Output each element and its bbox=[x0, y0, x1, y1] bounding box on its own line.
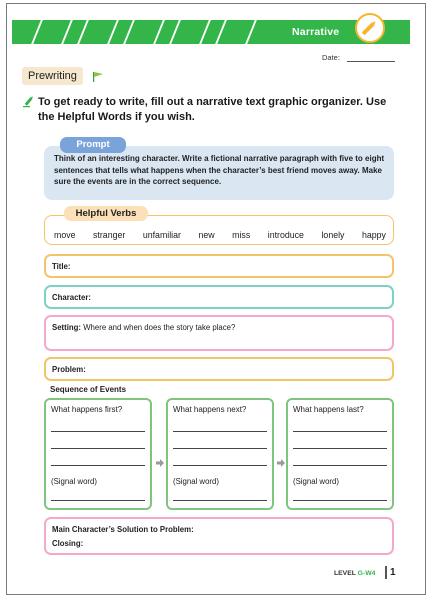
event-question: What happens last? bbox=[293, 405, 364, 414]
verb-word: unfamiliar bbox=[142, 230, 181, 240]
event-box-first[interactable] bbox=[44, 398, 152, 510]
prompt-title: Prompt bbox=[60, 137, 126, 153]
arrow-right-icon bbox=[155, 455, 165, 465]
page-number: 1 bbox=[390, 567, 396, 578]
flag-icon bbox=[92, 70, 104, 88]
verb-word: move bbox=[54, 230, 76, 240]
date-label: Date: bbox=[322, 53, 340, 62]
problem-label: Problem: bbox=[52, 365, 86, 374]
level-label: LEVEL G-W4 bbox=[334, 570, 376, 577]
character-label: Character: bbox=[52, 293, 91, 302]
character-field[interactable] bbox=[44, 285, 394, 309]
instruction-text: To get ready to write, fill out a narrative text graphic organizer. Use the Helpful Words if you wish. bbox=[38, 96, 387, 123]
prewriting-label: Prewriting bbox=[22, 67, 83, 85]
helpful-verbs-title: Helpful Verbs bbox=[64, 206, 148, 221]
pencil-small-icon bbox=[22, 94, 36, 113]
setting-field[interactable] bbox=[44, 315, 394, 351]
solution-label: Main Character’s Solution to Problem: bbox=[52, 525, 194, 534]
event-box-next[interactable] bbox=[166, 398, 274, 510]
verb-word: miss bbox=[232, 230, 251, 240]
closing-label: Closing: bbox=[52, 539, 84, 548]
signal-word-label: (Signal word) bbox=[293, 477, 339, 486]
header-band bbox=[12, 20, 410, 44]
signal-word-label: (Signal word) bbox=[173, 477, 219, 486]
verb-word: lonely bbox=[321, 230, 345, 240]
title-field[interactable] bbox=[44, 254, 394, 278]
helpful-verbs-list bbox=[54, 230, 386, 240]
signal-word-label: (Signal word) bbox=[51, 477, 97, 486]
verb-word: happy bbox=[361, 230, 386, 240]
verb-word: new bbox=[198, 230, 215, 240]
title-label: Title: bbox=[52, 262, 71, 271]
date-line[interactable] bbox=[347, 61, 395, 62]
event-question: What happens first? bbox=[51, 405, 123, 414]
header-title: Narrative bbox=[292, 26, 340, 38]
problem-field[interactable] bbox=[44, 357, 394, 381]
verb-word: stranger bbox=[93, 230, 126, 240]
pencil-icon bbox=[355, 13, 385, 43]
page-divider bbox=[385, 566, 387, 579]
setting-label: Setting: Where and when does the story take place? bbox=[52, 323, 236, 332]
prompt-text: Think of an interesting character. Write a fictional narrative paragraph with five to eight sentences that tells what happens when the character’s best friend moves away. Make sure the events are in the correct sequence. bbox=[54, 154, 385, 186]
event-box-last[interactable] bbox=[286, 398, 394, 510]
sequence-title: Sequence of Events bbox=[50, 385, 127, 394]
arrow-right-icon bbox=[276, 455, 286, 465]
solution-field[interactable] bbox=[44, 517, 394, 555]
event-question: What happens next? bbox=[173, 405, 247, 414]
verb-word: introduce bbox=[267, 230, 304, 240]
